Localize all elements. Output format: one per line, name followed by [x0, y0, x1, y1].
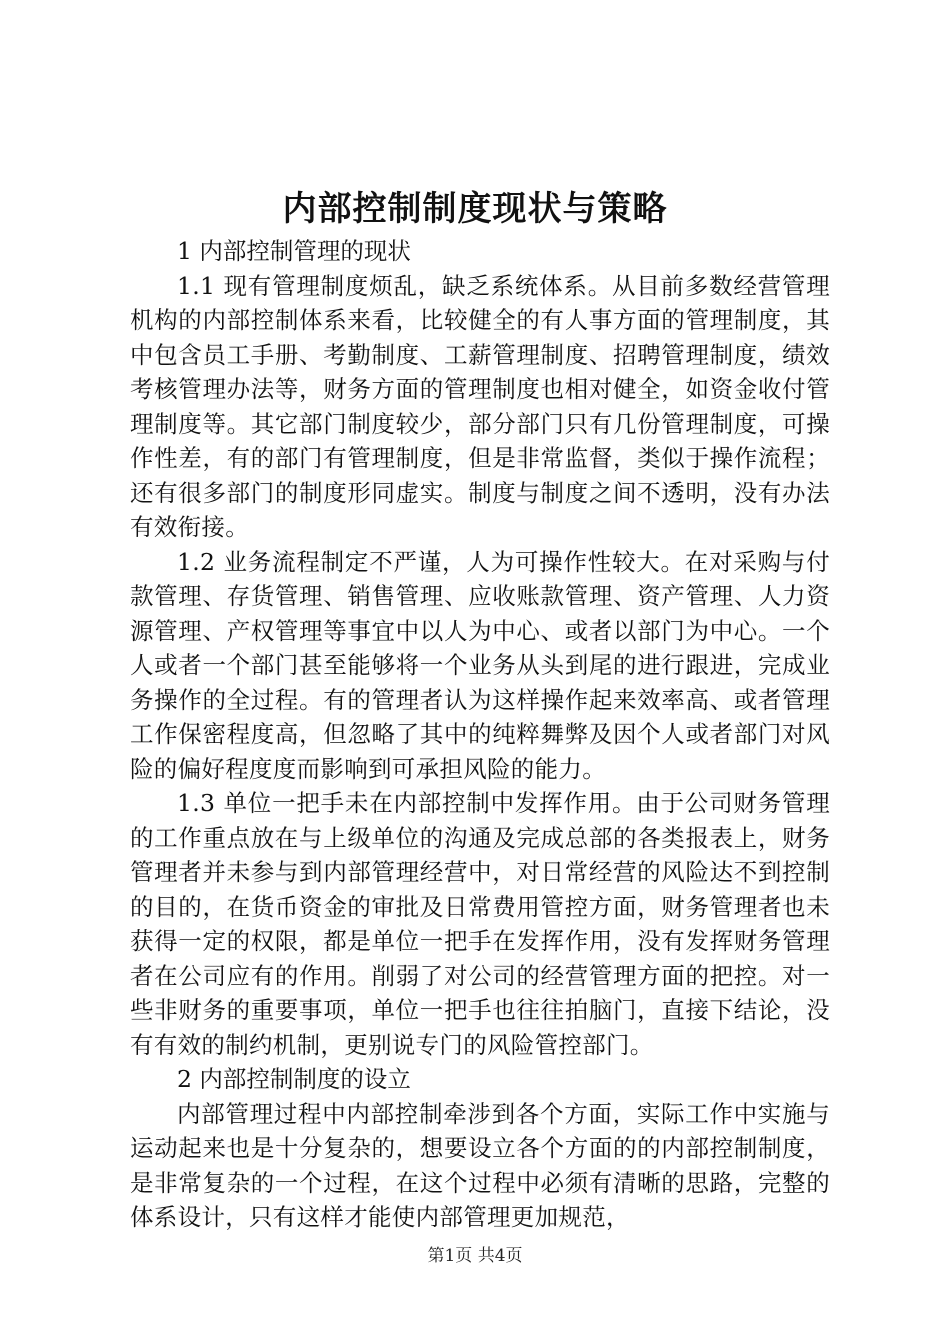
document-title: 内部控制制度现状与策略 [282, 189, 668, 229]
paragraph-2-1: 内部管理过程中内部控制牵涉到各个方面，实际工作中实施与运动起来也是十分复杂的，想要设立各个方面的的内部控制制度，是非常复杂的一个过程，在这个过程中必须有清晰的思路，完整的体系设计，只有这样才能使内部管理更加规范， [130, 1099, 830, 1231]
page-footer: 第1页 共4页 [427, 1246, 523, 1266]
paragraph-1-1: 1.1 现有管理制度烦乱，缺乏系统体系。从目前多数经营管理机构的内部控制体系来看，比较健全的有人事方面的管理制度，其中包含员工手册、考勤制度、工薪管理制度、招聘管理制度，绩效考核管理办法等，财务方面的管理制度也相对健全，如资金收付管理制度等。其它部门制度较少，部分部门只有几份管理制度，可操作性差，有的部门有管理制度，但是非常监督，类似于操作流程；还有很多部门的制度形同虚实。制度与制度之间不透明，没有办法有效衔接。 [130, 271, 830, 541]
paragraph-1-2: 1.2 业务流程制定不严谨，人为可操作性较大。在对采购与付款管理、存货管理、销售管理、应收账款管理、资产管理、人力资源管理、产权管理等事宜中以人为中心、或者以部门为中心。一个人或者一个部门甚至能够将一个业务从头到尾的进行跟进，完成业务操作的全过程。有的管理者认为这样操作起来效率高、或者管理工作保密程度高，但忽略了其中的纯粹舞弊及因个人或者部门对风险的偏好程度度而影响到可承担风险的能力。 [130, 547, 830, 783]
section-heading-2: 2 内部控制制度的设立 [177, 1065, 411, 1093]
paragraph-1-3: 1.3 单位一把手未在内部控制中发挥作用。由于公司财务管理的工作重点放在与上级单位的沟通及完成总部的各类报表上，财务管理者并未参与到内部管理经营中，对日常经营的风险达不到控制的目的，在货币资金的审批及日常费用管控方面，财务管理者也未获得一定的权限，都是单位一把手在发挥作用，没有发挥财务管理者在公司应有的作用。削弱了对公司的经营管理方面的把控。对一些非财务的重要事项，单位一把手也往往拍脑门，直接下结论，没有有效的制约机制，更别说专门的风险管控部门。 [130, 789, 830, 1059]
section-heading-1: 1 内部控制管理的现状 [177, 237, 411, 265]
document-body [130, 234, 830, 1235]
